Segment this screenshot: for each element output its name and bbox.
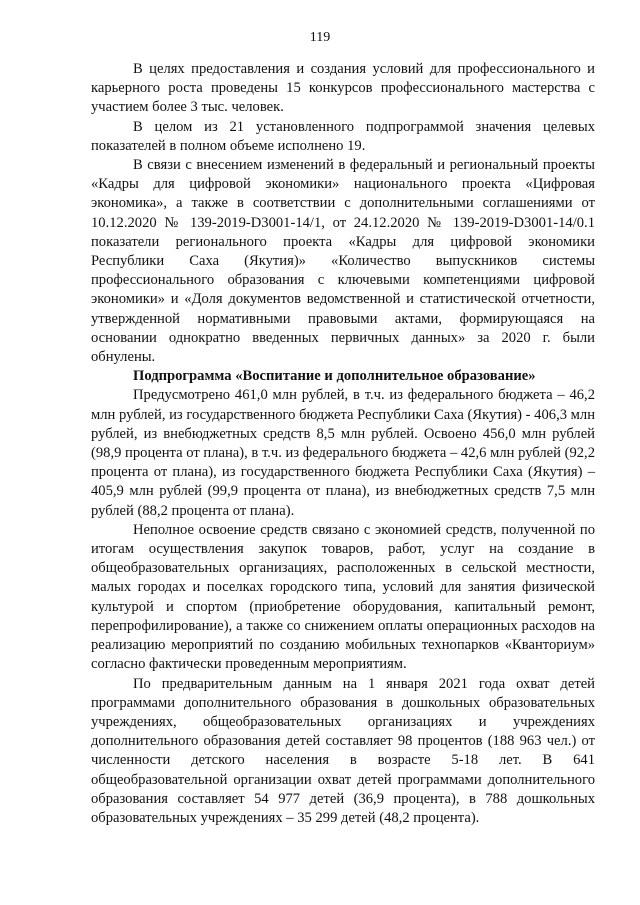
paragraph-coverage: По предварительным данным на 1 января 2021 года охват детей программами дополнительного образования в дошкольных образовательных учреждениях, общеобразовательных организациях и учреждениях дополнительного образования детей составляет 98 процентов (188 963 чел.) от численности детского населения в возрасте 5-18 лет. В 641 общеобразовательной организации охват детей программами дополнительного образования составляет 54 977 детей (36,9 процента), в 788 дошкольных образовательных учреждениях – 35 299 детей (48,2 процента). (91, 675, 595, 826)
section-heading: Подпрограмма «Воспитание и дополнительное образование» (133, 368, 536, 385)
paragraph-funding: Предусмотрено 461,0 млн рублей, в т.ч. из федерального бюджета – 46,2 млн рублей, из государственного бюджета Республики Саха (Якутия) - 406,3 млн рублей, из внебюджетных средств 8,5 млн рублей. Освоено 456,0 млн рублей (98,9 процента от плана), в т.ч. из федерального бюджета – 42,6 млн рублей (92,2 процента от плана), из государственного бюджета Республики Саха (Якутия) – 405,9 млн рублей (99,9 процента от плана), из внебюджетных средств 7,5 млн рублей (88,2 процента от плана). (91, 387, 595, 519)
paragraph-digital-economy: В связи с внесением изменений в федеральный и региональный проекты «Кадры для цифровой экономики» национального проекта «Цифровая экономика», а также в соответствии с дополнительными соглашениями от 10.12.2020 № 139-2019-D3001-14/1, от 24.12.2020 № 139-2019-D3001-14/0.1 показатели регионального проекта «Кадры для цифровой экономики Республики Саха (Якутия)» «Количество выпускников системы профессионального образования с ключевыми компетенциями цифровой экономики» и «Доля документов ведомственной и статистической отчетности, утвержденной нормативными правовыми актами, формирующаяся на основании однократно введенных первичных данных» за 2020 г. были обнулены. (91, 157, 595, 366)
paragraph-target-indicators: В целом из 21 установленного подпрограммой значения целевых показателей в полном объеме исполнено 19. (91, 118, 595, 154)
page-number: 119 (309, 30, 331, 45)
paragraph-underspending: Неполное освоение средств связано с экономией средств, полученной по итогам осуществления закупок товаров, работ, услуг на создание в общеобразовательных организациях, расположенных в сельской местности, малых городах и поселках городского типа, условий для занятия физической культурой и спортом (приобретение оборудования, капитальный ремонт, перепрофилирование), а также со снижением оплаты операционных расходов на реализацию мероприятий по созданию мобильных технопарков «Кванториум» согласно фактически проведенным мероприятиям. (91, 521, 595, 673)
document-body (91, 60, 595, 828)
paragraph-competitions: В целях предоставления и создания условий для профессионального и карьерного роста проведены 15 конкурсов профессионального мастерства с участием более 3 тыс. человек. (91, 61, 595, 116)
